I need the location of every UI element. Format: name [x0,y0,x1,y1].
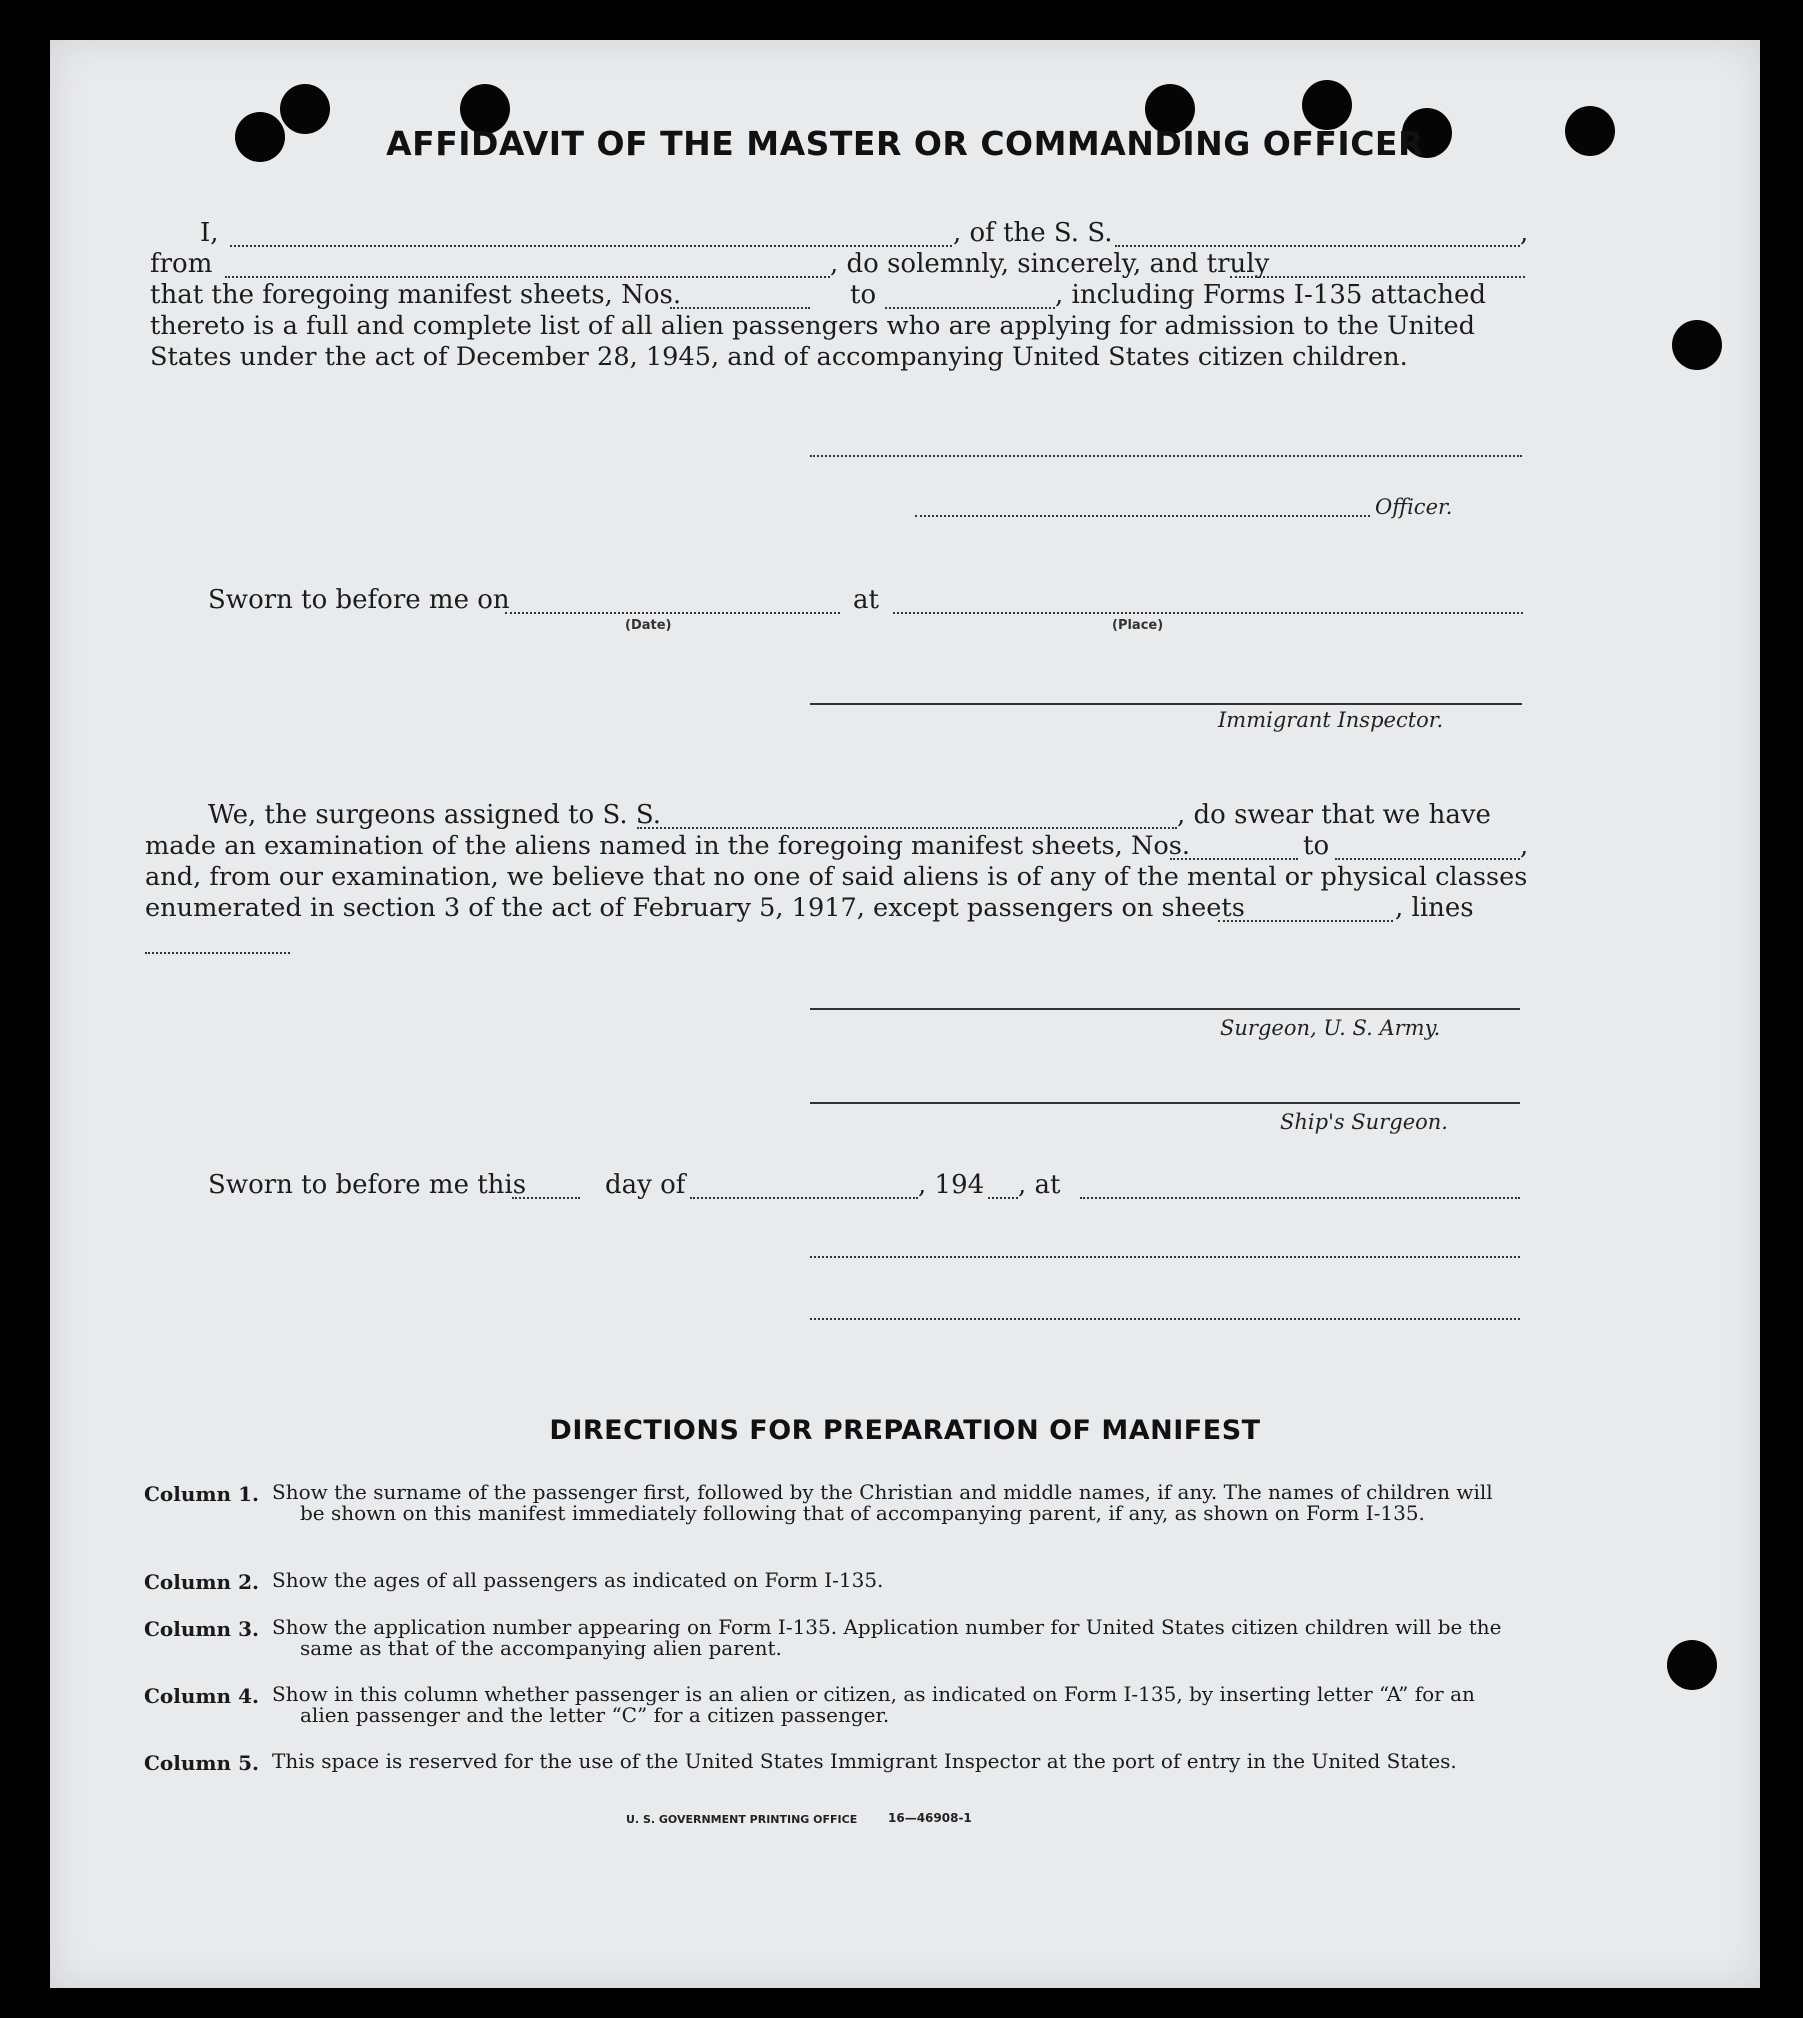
affidavit-text: from [150,249,213,279]
direction-label: Column 2. [144,1570,259,1594]
direction-label: Column 4. [144,1684,259,1708]
excepted-sheets-field[interactable] [1218,920,1393,922]
direction-label: Column 3. [144,1617,259,1641]
sworn-text: , 194 [918,1170,985,1200]
direction-text: Show the application number appearing on Form I-135. Application number for United States citizen children will be the same as that of the accompanying alien parent. [272,1615,1502,1660]
inspector-signature-line-2[interactable] [810,1256,1520,1258]
form-code: 16—46908-1 [888,1811,972,1825]
form-sheet [50,40,1760,1988]
direction-label: Column 1. [144,1482,259,1506]
surgeons-text: to [1303,831,1330,861]
affidavit-text: , do solemnly, sincerely, and truly [830,249,1270,279]
ship-surgeon-caption: Ship's Surgeon. [1280,1110,1448,1134]
inspector-caption: Immigrant Inspector. [1218,708,1444,732]
ship-name-field[interactable] [1115,245,1520,247]
affidavit-text: thereto is a full and complete list of all alien passengers who are applying for admission to the United [150,311,1476,341]
affidavit-text: States under the act of December 28, 1945, and of accompanying United States citizen children. [150,342,1408,372]
surgeons-text: and, from our examination, we believe that no one of said aliens is of any of the mental or physical classes [145,862,1528,892]
officer-title-line[interactable] [915,515,1370,517]
printer-imprint: U. S. GOVERNMENT PRINTING OFFICE [626,1813,858,1826]
directions-title: DIRECTIONS FOR PREPARATION OF MANIFEST [549,1415,1261,1446]
direction-text: This space is reserved for the use of the United States Immigrant Inspector at the port of entry in the United States. [272,1749,1457,1773]
manifest-sheet-to-field[interactable] [885,307,1055,309]
surgeons-text: made an examination of the aliens named in the foregoing manifest sheets, Nos. [145,831,1191,861]
oath-manner-field[interactable] [1230,276,1525,278]
punch-hole-decoration [1302,80,1352,130]
surgeons-sheet-to-field[interactable] [1335,858,1520,860]
affidavit-text: , [1520,218,1529,248]
ship-surgeon-signature-line[interactable] [810,1102,1520,1104]
sworn-year-field[interactable] [988,1197,1018,1199]
officer-name-field[interactable] [230,245,952,247]
officer-signature-line[interactable] [810,455,1522,457]
affidavit-text: , including Forms I-135 attached [1055,280,1486,310]
surgeons-ship-field[interactable] [637,827,1177,829]
surgeons-text: enumerated in section 3 of the act of February 5, 1917, except passengers on sheets [145,893,1245,923]
sworn-text: at [853,585,879,615]
army-surgeon-caption: Surgeon, U. S. Army. [1220,1016,1441,1040]
sworn-place-field[interactable] [893,612,1523,614]
surgeons-text: , [1520,831,1529,861]
direction-text: Show the surname of the passenger first, followed by the Christian and middle names, if any. The names of children will be shown on this manifest immediately following that of accompanying parent, if any, as shown on Form I-135. [272,1480,1493,1525]
punch-hole-decoration [1672,320,1722,370]
inspector-title-line-2[interactable] [810,1318,1520,1320]
surgeons-text: We, the surgeons assigned to S. S. [208,800,662,830]
officer-caption: Officer. [1375,495,1453,519]
direction-text: Show in this column whether passenger is an alien or citizen, as indicated on Form I-135, by inserting letter “A” for an alien passenger and the letter “C” for a citizen passenger. [272,1682,1475,1727]
inspector-signature-line[interactable] [810,703,1522,705]
sworn-place-2-field[interactable] [1080,1197,1520,1199]
manifest-sheet-from-field[interactable] [670,307,810,309]
affidavit-text: that the foregoing manifest sheets, Nos. [150,280,682,310]
army-surgeon-signature-line[interactable] [810,1008,1520,1010]
affidavit-text: to [850,280,877,310]
direction-text: Show the ages of all passengers as indicated on Form I-135. [272,1568,884,1592]
surgeons-text: , do swear that we have [1177,800,1491,830]
sworn-date-field[interactable] [505,612,840,614]
sworn-text: day of [605,1170,686,1200]
place-caption: (Place) [1112,618,1164,633]
departure-port-field[interactable] [225,276,830,278]
affidavit-title: AFFIDAVIT OF THE MASTER OR COMMANDING OFFICER [386,124,1424,163]
sworn-text: Sworn to before me on [208,585,510,615]
affidavit-text: I, [200,218,219,248]
surgeons-text: , lines [1395,893,1474,923]
sworn-month-field[interactable] [690,1197,918,1199]
affidavit-text: , of the S. S. [953,218,1113,248]
excepted-lines-field[interactable] [145,952,290,954]
sworn-day-field[interactable] [512,1197,580,1199]
surgeons-sheet-from-field[interactable] [1170,858,1298,860]
punch-hole-decoration [1667,1640,1717,1690]
sworn-text: , at [1018,1170,1061,1200]
sworn-text: Sworn to before me this [208,1170,527,1200]
date-caption: (Date) [625,618,672,633]
direction-label: Column 5. [144,1751,259,1775]
